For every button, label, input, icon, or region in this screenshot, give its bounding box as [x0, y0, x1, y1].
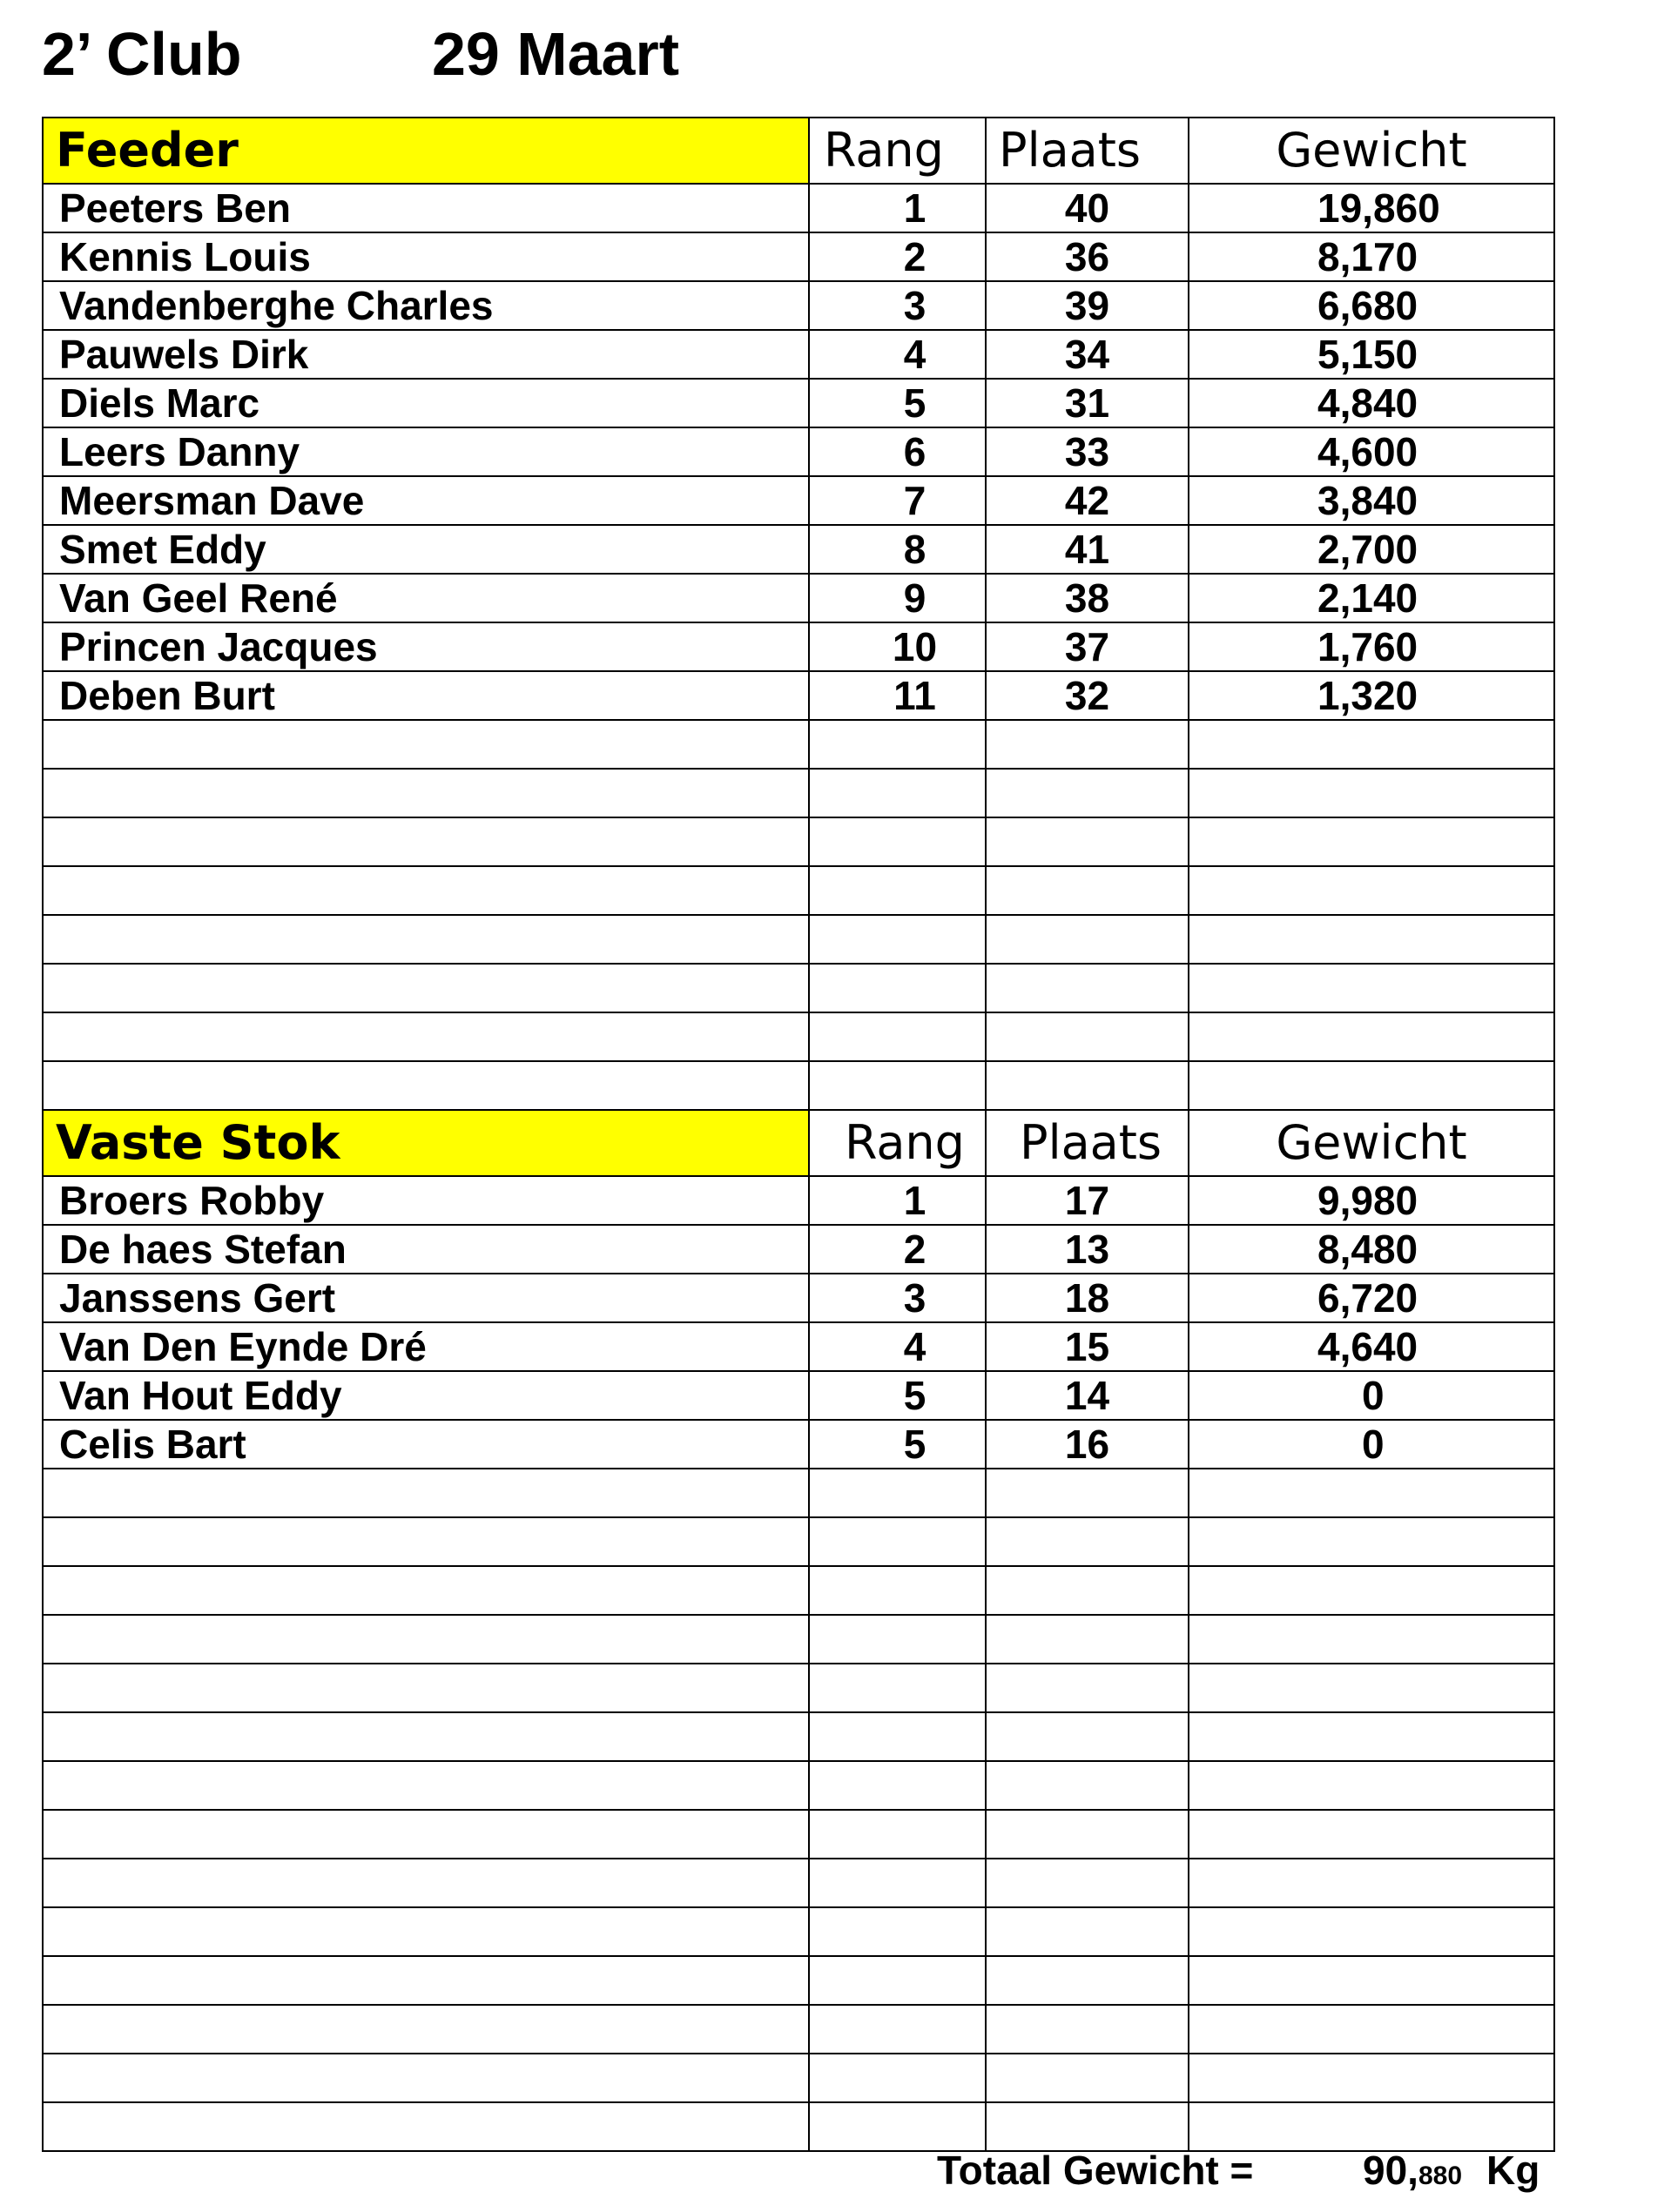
empty-row [43, 1061, 1554, 1110]
empty-row [43, 866, 1554, 915]
rang-value: 5 [809, 1371, 986, 1420]
gewicht-value: 6,720 [1189, 1274, 1554, 1322]
plaats-value: 16 [986, 1420, 1189, 1469]
total-weight-label: Totaal Gewicht = [937, 2148, 1254, 2193]
plaats-value: 31 [986, 379, 1189, 427]
gewicht-value: 8,170 [1189, 232, 1554, 281]
empty-row [43, 769, 1554, 817]
gewicht-value: 0 [1189, 1420, 1554, 1469]
total-weight-unit: Kg [1486, 2148, 1540, 2193]
total-weight-decimals: 880 [1418, 2162, 1463, 2190]
empty-row [43, 1907, 1554, 1956]
rang-value: 9 [809, 574, 986, 622]
table-row [43, 232, 1554, 281]
gewicht-value: 9,980 [1189, 1176, 1554, 1225]
rang-value: 4 [809, 330, 986, 379]
participant-name: Janssens Gert [43, 1274, 809, 1322]
rang-value: 7 [809, 476, 986, 525]
feeder-category-label: Feeder [43, 118, 809, 184]
participant-name: Princen Jacques [43, 622, 809, 671]
rang-value: 3 [809, 281, 986, 330]
plaats-value: 40 [986, 184, 1189, 232]
participant-name: Broers Robby [43, 1176, 809, 1225]
gewicht-value: 2,140 [1189, 574, 1554, 622]
vaste-stok-rang-header: Rang [809, 1110, 986, 1176]
rang-value: 10 [809, 622, 986, 671]
rang-value: 6 [809, 427, 986, 476]
rang-value: 5 [809, 1420, 986, 1469]
empty-row [43, 1664, 1554, 1712]
gewicht-value: 1,760 [1189, 622, 1554, 671]
empty-row [43, 720, 1554, 769]
feeder-header-row [43, 118, 1554, 184]
empty-row [43, 915, 1554, 964]
plaats-value: 17 [986, 1176, 1189, 1225]
participant-name: Deben Burt [43, 671, 809, 720]
empty-row [43, 1615, 1554, 1664]
plaats-value: 13 [986, 1225, 1189, 1274]
gewicht-value: 2,700 [1189, 525, 1554, 574]
table-row [43, 1225, 1554, 1274]
participant-name: Vandenberghe Charles [43, 281, 809, 330]
empty-row [43, 1469, 1554, 1517]
plaats-value: 33 [986, 427, 1189, 476]
vaste-stok-category-label: Vaste Stok [43, 1110, 809, 1176]
participant-name: Van Hout Eddy [43, 1371, 809, 1420]
participant-name: Celis Bart [43, 1420, 809, 1469]
plaats-value: 14 [986, 1371, 1189, 1420]
rang-value: 8 [809, 525, 986, 574]
empty-row [43, 2005, 1554, 2054]
table-row [43, 1420, 1554, 1469]
empty-row [43, 1566, 1554, 1615]
table-row [43, 574, 1554, 622]
plaats-value: 32 [986, 671, 1189, 720]
rang-value: 4 [809, 1322, 986, 1371]
gewicht-value: 0 [1189, 1371, 1554, 1420]
plaats-value: 34 [986, 330, 1189, 379]
gewicht-value: 6,680 [1189, 281, 1554, 330]
total-weight-integer: 90, [1363, 2148, 1418, 2193]
rang-value: 11 [809, 671, 986, 720]
participant-name: De haes Stefan [43, 1225, 809, 1274]
empty-row [43, 1517, 1554, 1566]
table-row [43, 622, 1554, 671]
empty-row [43, 2102, 1554, 2151]
plaats-value: 37 [986, 622, 1189, 671]
vaste-stok-gewicht-header: Gewicht [1189, 1110, 1554, 1176]
participant-name: Leers Danny [43, 427, 809, 476]
date-title: 29 Maart [432, 20, 680, 88]
empty-row [43, 817, 1554, 866]
plaats-value: 38 [986, 574, 1189, 622]
plaats-value: 42 [986, 476, 1189, 525]
feeder-rang-header: Rang [809, 118, 986, 184]
participant-name: Peeters Ben [43, 184, 809, 232]
empty-row [43, 1012, 1554, 1061]
table-row [43, 1322, 1554, 1371]
empty-row [43, 2054, 1554, 2102]
gewicht-value: 8,480 [1189, 1225, 1554, 1274]
table-row [43, 476, 1554, 525]
table-row [43, 330, 1554, 379]
empty-row [43, 964, 1554, 1012]
table-row [43, 379, 1554, 427]
participant-name: Van Den Eynde Dré [43, 1322, 809, 1371]
results-table [42, 117, 1555, 2152]
participant-name: Diels Marc [43, 379, 809, 427]
gewicht-value: 4,600 [1189, 427, 1554, 476]
feeder-gewicht-header: Gewicht [1189, 118, 1554, 184]
gewicht-value: 4,840 [1189, 379, 1554, 427]
participant-name: Kennis Louis [43, 232, 809, 281]
table-row [43, 427, 1554, 476]
empty-row [43, 1712, 1554, 1761]
rang-value: 1 [809, 1176, 986, 1225]
table-row [43, 184, 1554, 232]
gewicht-value: 5,150 [1189, 330, 1554, 379]
table-row [43, 671, 1554, 720]
gewicht-value: 1,320 [1189, 671, 1554, 720]
participant-name: Smet Eddy [43, 525, 809, 574]
table-row [43, 281, 1554, 330]
vaste-stok-plaats-header: Plaats [986, 1110, 1189, 1176]
gewicht-value: 3,840 [1189, 476, 1554, 525]
rang-value: 3 [809, 1274, 986, 1322]
club-title: 2’ Club [42, 20, 242, 88]
vaste-stok-header-row [43, 1110, 1554, 1176]
plaats-value: 18 [986, 1274, 1189, 1322]
gewicht-value: 4,640 [1189, 1322, 1554, 1371]
plaats-value: 36 [986, 232, 1189, 281]
rang-value: 2 [809, 1225, 986, 1274]
total-weight-value [1363, 2140, 1462, 2201]
empty-row [43, 1810, 1554, 1859]
rang-value: 1 [809, 184, 986, 232]
plaats-value: 15 [986, 1322, 1189, 1371]
table-row [43, 1274, 1554, 1322]
feeder-plaats-header: Plaats [986, 118, 1189, 184]
empty-row [43, 1761, 1554, 1810]
gewicht-value: 19,860 [1189, 184, 1554, 232]
plaats-value: 39 [986, 281, 1189, 330]
participant-name: Van Geel René [43, 574, 809, 622]
participant-name: Meersman Dave [43, 476, 809, 525]
plaats-value: 41 [986, 525, 1189, 574]
rang-value: 2 [809, 232, 986, 281]
table-row [43, 1176, 1554, 1225]
empty-row [43, 1956, 1554, 2005]
rang-value: 5 [809, 379, 986, 427]
participant-name: Pauwels Dirk [43, 330, 809, 379]
table-row [43, 1371, 1554, 1420]
table-row [43, 525, 1554, 574]
empty-row [43, 1859, 1554, 1907]
